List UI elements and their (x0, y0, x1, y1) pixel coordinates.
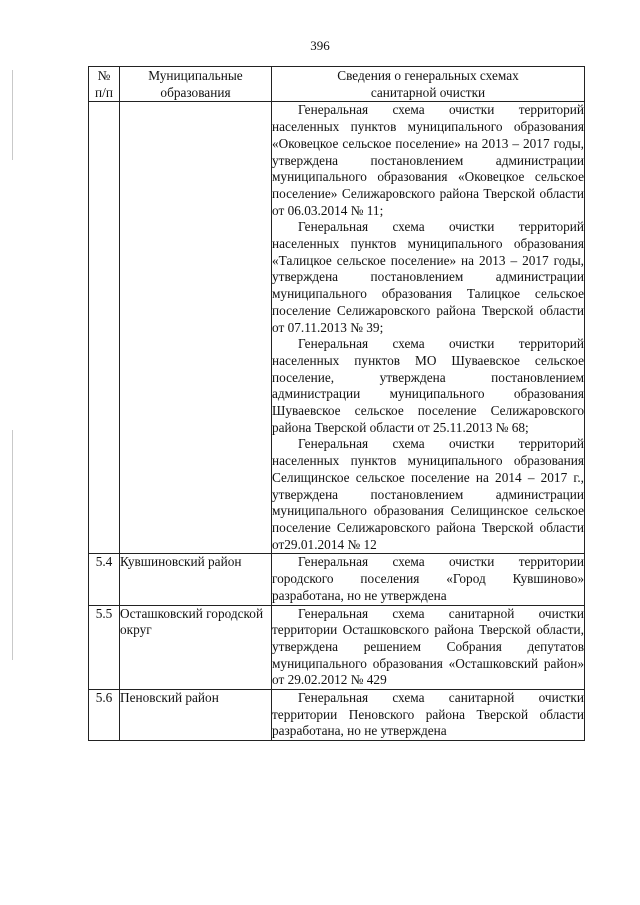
row-info-text: Генеральная схема санитарной очистки территории Пеновского района Тверской области разработана, но не утверждена (272, 690, 584, 739)
row-info-cell (272, 690, 585, 741)
sanitation-schemes-table (88, 66, 585, 741)
scheme-paragraph-selishchinskoe: Генеральная схема очистки территорий населенных пунктов муниципального образования Селищинское сельское поселение на 2014 – 2017 г., утверждена постановлением администрации муниципального образования Селищинское сельское поселение Селижаровского района Тверской области от29.01.2014 № 12 (272, 436, 584, 552)
margin-scan-mark (12, 70, 13, 160)
header-municipality-column (120, 67, 272, 102)
margin-scan-mark (12, 430, 13, 660)
row-info-cell (272, 554, 585, 605)
row-number-cell: 5.6 (89, 690, 120, 741)
row-municipality-cell: Кувшиновский район (120, 554, 272, 605)
header-municipality-line1: Муниципальные (148, 68, 243, 83)
table-row (89, 554, 585, 605)
continued-number-cell (89, 102, 120, 554)
row-municipality-cell: Осташковский городской округ (120, 605, 272, 690)
scheme-paragraph-shuvaevskoe: Генеральная схема очистки территорий населенных пунктов МО Шуваевское сельское поселение, утверждена постановлением администрации муниципального образования Шуваевское сельское поселение Селижаровского района Тверской области от 25.11.2013 № 68; (272, 336, 584, 435)
page-number: 396 (310, 38, 330, 53)
scheme-paragraph-okovetskoe: Генеральная схема очистки территорий населенных пунктов муниципального образования «Оковецкое сельское поселение» на 2013 – 2017 годы, утверждена постановлением администрации муниципального образования «Оковецкое сельское поселение» Селижаровского района Тверской области от 06.03.2014 № 11; (272, 102, 584, 218)
row-number-cell: 5.5 (89, 605, 120, 690)
header-municipality-line2: образования (160, 84, 231, 100)
header-info-column (272, 67, 585, 102)
row-info-cell (272, 605, 585, 690)
row-info-text: Генеральная схема санитарной очистки территории Осташковского района Тверской области, утверждена решением Собрания депутатов муниципального образования «Осташковский район» от 29.02.2012 № 429 (272, 605, 584, 688)
table-header-row (89, 67, 585, 102)
header-number-line2: п/п (95, 84, 113, 100)
continued-info-cell (272, 102, 585, 554)
header-info-line2: санитарной очистки (370, 84, 486, 100)
scheme-paragraph-talitskoe: Генеральная схема очистки территорий населенных пунктов муниципального образования «Талицкое сельское поселение» на 2013 – 2017 годы, утверждена постановлением администрации муниципального образования Талицкое сельское поселение Селижаровского района Тверской области от 07.11.2013 № 39; (272, 219, 584, 335)
table-row (89, 605, 585, 690)
table-row-continued (89, 102, 585, 554)
row-number-cell: 5.4 (89, 554, 120, 605)
header-number-line1: № (97, 68, 111, 83)
row-info-text: Генеральная схема очистки территории городского поселения «Город Кувшиново» разработана, но не утверждена (272, 554, 584, 603)
header-number-column (89, 67, 120, 102)
table-row (89, 690, 585, 741)
row-municipality-cell: Пеновский район (120, 690, 272, 741)
header-info-line1: Сведения о генеральных схемах (337, 68, 519, 83)
continued-municipality-cell (120, 102, 272, 554)
